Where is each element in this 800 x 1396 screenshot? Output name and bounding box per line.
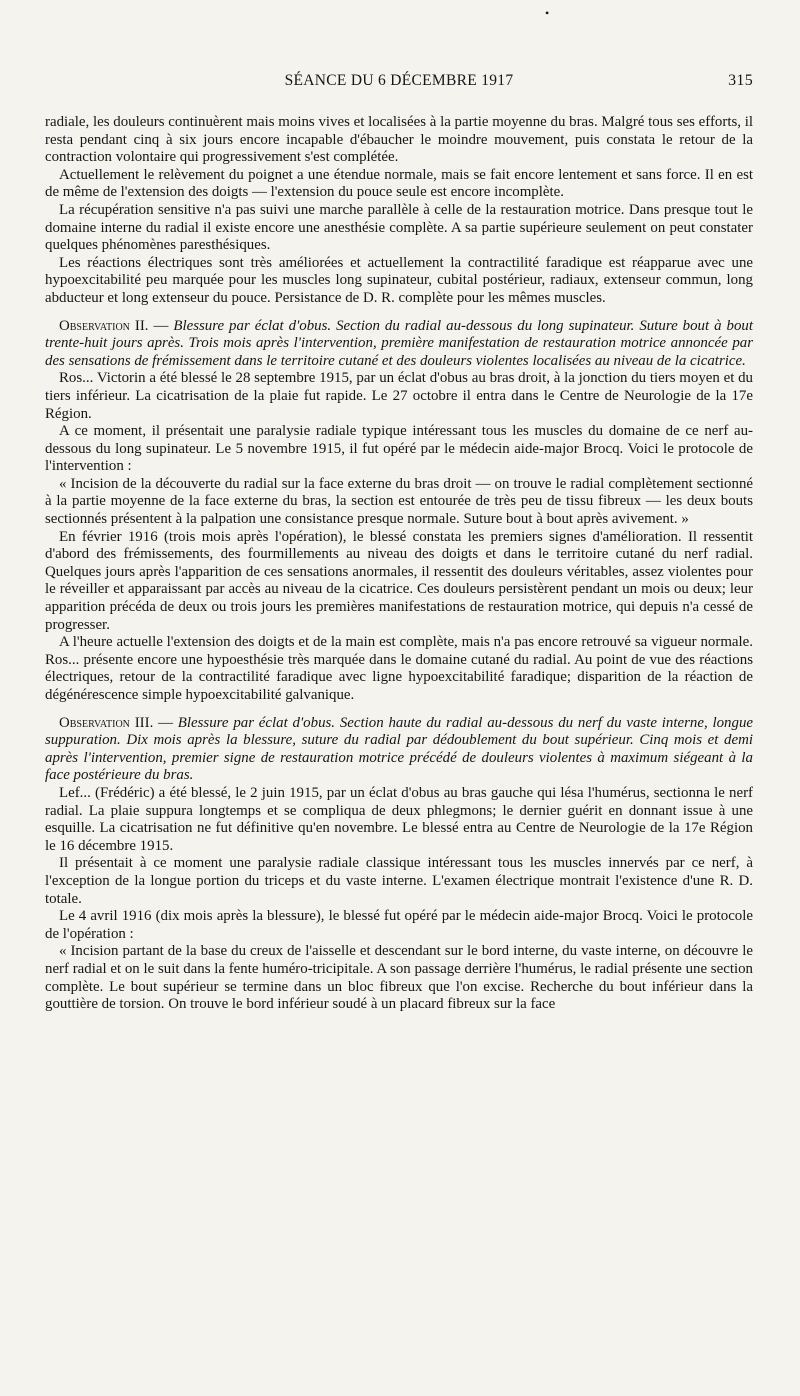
paragraph-11: Il présentait à ce moment une paralysie radiale classique intéressant tous les muscles innervés par ce nerf, à l'exception de la longue portion du triceps et du vaste interne. L'examen électrique montrait l'existence d'une R. D. totale.: [45, 855, 753, 907]
paragraph-5: Ros... Victorin a été blessé le 28 septembre 1915, par un éclat d'obus au bras droit, à la jonction du tiers moyen et du tiers inférieur. La cicatrisation de la plaie fut rapide. Le 27 octobre il entra dans le Centre de Neurologie de la 17e Région.: [45, 370, 753, 422]
paragraph-8: En février 1916 (trois mois après l'opération), le blessé constata les premiers signes d'amélioration. Il ressentit d'abord des frémissements, des fourmillements au niveau des doigts et dans le territoire cutané du nerf radial. Quelques jours après l'apparition de ces sensations anormales, il ressentit des douleurs véritables, assez violentes pour le réveiller et apparaissant par accès au niveau de la cicatrice. Ces douleurs persistèrent pendant un mois ou deux; leur apparition précéda de deux ou trois jours les premières manifestations de restauration motrice, qui depuis n'a cessé de progresser.: [45, 528, 753, 633]
observation-3-title: Blessure par éclat d'obus. Section haute du radial au-dessous du nerf du vaste interne, longue suppuration. Dix mois après la blessure, suture du radial par dédoublement du bout supérieur. Cinq mois et demi après l'intervention, premier signe de restauration motrice précédé de douleurs violentes à maximum siégeant à la face postérieure du bras.: [45, 714, 753, 784]
observation-2-label: Observation II.: [59, 317, 149, 334]
running-title: SÉANCE DU 6 DÉCEMBRE 1917: [284, 72, 514, 89]
page-number: 315: [728, 72, 753, 89]
paragraph-7: « Incision de la découverte du radial sur la face externe du bras droit — on trouve le radial complètement sectionné à la partie moyenne de la face externe du bras, la section est entourée de très peu de tissu fibreux — les deux bouts sectionnés présentent à la palpation une consistance presque normale. Suture bout à bout après avivement. »: [45, 475, 753, 528]
speck-mark: •: [545, 6, 550, 20]
paragraph-6: A ce moment, il présentait une paralysie radiale typique intéressant tous les muscles du domaine de ce nerf au-dessous du long supinateur. Le 5 novembre 1915, il fut opéré par le médecin aide-major Brocq. Voici le protocole de l'intervention :: [45, 423, 753, 475]
observation-3-heading: Observation III. — Blessure par éclat d'obus. Section haute du radial au-dessous du nerf du vaste interne, longue suppuration. Dix mois après la blessure, suture du radial par dédoublement du bout supérieur. Cinq mois et demi après l'intervention, premier signe de restauration motrice précédé de douleurs violentes à maximum siégeant à la face postérieure du bras.: [45, 714, 753, 784]
observation-3-label: Observation III.: [59, 714, 154, 731]
paragraph-13: « Incision partant de la base du creux de l'aisselle et descendant sur le bord interne, du vaste interne, on découvre le nerf radial et on le suit dans la fente huméro-tricipitale. A son passage derrière l'humérus, le radial présente une section complète. Le bout supérieur se termine dans un bloc fibreux que l'on excise. Recherche du bout inférieur dans la gouttière de torsion. On trouve le bord inférieur soudé à un placard fibreux sur la face: [45, 943, 753, 1013]
page-body: [45, 114, 753, 1014]
paragraph-1: radiale, les douleurs continuèrent mais moins vives et localisées à la partie moyenne du bras. Malgré tous ses efforts, il resta pendant cinq à six jours encore incapable d'ébaucher le moindre mouvement, puis constata le retour de la contraction volontaire qui progressivement s'est complétée.: [45, 114, 753, 166]
paragraph-2: Actuellement le relèvement du poignet a une étendue normale, mais se fait encore lentement et sans force. Il en est de même de l'extension des doigts — l'extension du pouce seule est encore incomplète.: [45, 166, 753, 201]
observation-2-title: Blessure par éclat d'obus. Section du radial au-dessous du long supinateur. Suture bout à bout trente-huit jours après. Trois mois après l'intervention, première manifestation de restauration motrice annoncée par des sensations de frémissement dans le territoire cutané et des douleurs violentes localisées au niveau de la cicatrice.: [45, 317, 753, 369]
paragraph-3: La récupération sensitive n'a pas suivi une marche parallèle à celle de la restauration motrice. Dans presque tout le domaine interne du radial il existe encore une anesthésie complète. A sa partie supérieure seulement on peut constater quelques phénomènes paresthésiques.: [45, 201, 753, 254]
paragraph-4: Les réactions électriques sont très améliorées et actuellement la contractilité faradique est réapparue avec une hypoexcitabilité peu marquée pour les muscles long supinateur, cubital postérieur, radiaux, extenseur commun, long abducteur et long extenseur du pouce. Persistance de D. R. complète pour les mêmes muscles.: [45, 254, 753, 306]
paragraph-9: A l'heure actuelle l'extension des doigts et de la main est complète, mais n'a pas encore retrouvé sa vigueur normale. Ros... présente encore une hypoesthésie très marquée dans le domaine cutané du radial. Au point de vue des réactions électriques, retour de la contractilité faradique avec ligne hypoexcitabilité faradique; disparition de la réaction de dégénérescence simple hypoexcitabilité galvanique.: [45, 634, 753, 703]
observation-2-heading: Observation II. — Blessure par éclat d'obus. Section du radial au-dessous du long supinateur. Suture bout à bout trente-huit jours après. Trois mois après l'intervention, première manifestation de restauration motrice annoncée par des sensations de frémissement dans le territoire cutané et des douleurs violentes localisées au niveau de la cicatrice.: [45, 317, 753, 369]
paragraph-10: Lef... (Frédéric) a été blessé, le 2 juin 1915, par un éclat d'obus au bras gauche qui lésa l'humérus, sectionna le nerf radial. La plaie suppura longtemps et se compliqua de deux phlegmons; le dernier guérit en donnant issue à une esquille. La cicatrisation ne fut définitive qu'en novembre. Le blessé entra au Centre de Neurologie de la 17e Région le 16 décembre 1915.: [45, 784, 753, 854]
paragraph-12: Le 4 avril 1916 (dix mois après la blessure), le blessé fut opéré par le médecin aide-major Brocq. Voici le protocole de l'opération :: [45, 908, 753, 942]
